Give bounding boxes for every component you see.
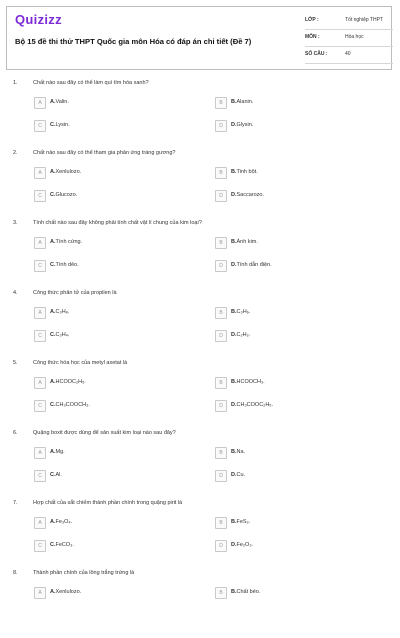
answer-option-d[interactable]	[215, 540, 373, 551]
meta-label: MÔN :	[305, 34, 320, 40]
option-letter-box: D	[215, 190, 227, 202]
question-item	[0, 358, 400, 428]
option-letter-box: B	[215, 237, 227, 249]
option-text	[231, 169, 258, 175]
option-value: Alanin.	[236, 99, 254, 105]
option-text	[50, 309, 70, 315]
answer-option-a[interactable]	[34, 307, 192, 318]
question-item	[0, 78, 400, 148]
option-text	[231, 542, 253, 548]
question-item	[0, 498, 400, 568]
option-value: Tính dẻo.	[55, 262, 79, 268]
answer-option-c[interactable]	[34, 120, 192, 131]
meta-value: 40	[345, 51, 351, 57]
option-key: A.	[50, 99, 56, 105]
answer-option-d[interactable]	[215, 120, 373, 131]
option-value: Mg.	[55, 449, 65, 455]
option-text	[50, 449, 65, 455]
option-value: Tinh bột.	[236, 169, 258, 175]
question-number: 6.	[13, 430, 18, 436]
option-letter-box: C	[34, 260, 46, 272]
option-key: C.	[50, 332, 56, 338]
option-key: A.	[50, 589, 56, 595]
worksheet-header	[6, 6, 392, 70]
option-text	[50, 192, 77, 198]
question-number: 4.	[13, 290, 18, 296]
option-value: Ánh kim.	[236, 239, 258, 245]
option-text	[231, 309, 250, 315]
question-item	[0, 288, 400, 358]
option-key: A.	[50, 379, 56, 385]
answer-option-a[interactable]	[34, 237, 192, 248]
option-text	[50, 122, 70, 128]
option-letter-box: B	[215, 97, 227, 109]
answer-option-b[interactable]	[215, 587, 373, 598]
option-key: A.	[50, 519, 56, 525]
option-text	[231, 449, 245, 455]
option-letter-box: D	[215, 400, 227, 412]
option-text	[231, 99, 253, 105]
answer-option-c[interactable]	[34, 330, 192, 341]
option-value: Tính cứng.	[55, 239, 83, 245]
question-number: 5.	[13, 360, 18, 366]
option-key: C.	[50, 472, 56, 478]
option-value: Fe₃O₄.	[55, 519, 73, 525]
question-text: Công thức phân tử của propilen là	[33, 290, 117, 296]
answer-option-d[interactable]	[215, 260, 373, 271]
option-value: C₃H₈.	[55, 309, 70, 315]
option-key: B.	[231, 449, 237, 455]
meta-row-subject	[305, 32, 393, 47]
answer-option-d[interactable]	[215, 400, 373, 411]
option-value: Xenlulozo.	[55, 589, 82, 595]
option-key: B.	[231, 99, 237, 105]
option-key: D.	[231, 542, 237, 548]
question-text: Hợp chất của sắt chiếm thành phần chính trong quặng pirit là	[33, 500, 183, 506]
option-text	[50, 332, 69, 338]
option-text	[50, 379, 86, 385]
option-letter-box: C	[34, 540, 46, 552]
option-value: Xenlulozo.	[55, 169, 82, 175]
option-letter-box: A	[34, 237, 46, 249]
option-value: Na.	[236, 449, 246, 455]
option-text	[231, 239, 258, 245]
option-value: Valin.	[55, 99, 69, 105]
option-letter-box: A	[34, 167, 46, 179]
answer-option-b[interactable]	[215, 517, 373, 528]
option-text	[50, 589, 81, 595]
question-number: 1.	[13, 80, 18, 86]
option-key: A.	[50, 239, 56, 245]
option-value: FeS₂.	[236, 519, 251, 525]
answer-option-a[interactable]	[34, 97, 192, 108]
question-text: Chất nào sau đây có thể làm quì tím hóa xanh?	[33, 80, 149, 86]
page-title: Bộ 15 đề thi thử THPT Quốc gia môn Hóa có đáp án chi tiết (Đề 7)	[15, 37, 252, 46]
option-text	[231, 332, 250, 338]
option-letter-box: B	[215, 447, 227, 459]
question-text: Thành phần chính của lông trắng trứng là	[33, 570, 135, 576]
option-key: C.	[50, 542, 56, 548]
option-letter-box: B	[215, 307, 227, 319]
option-value: HCOOCH₃.	[236, 379, 265, 385]
option-letter-box: C	[34, 120, 46, 132]
option-value: Cu.	[236, 472, 246, 478]
option-letter-box: C	[34, 470, 46, 482]
option-letter-box: C	[34, 190, 46, 202]
question-text: Công thức hóa học của metyl axetat là	[33, 360, 128, 366]
question-number: 7.	[13, 500, 18, 506]
option-key: B.	[231, 589, 237, 595]
option-key: D.	[231, 192, 237, 198]
question-item	[0, 218, 400, 288]
option-key: A.	[50, 309, 56, 315]
option-key: D.	[231, 262, 237, 268]
answer-option-c[interactable]	[34, 540, 192, 551]
option-text	[50, 402, 90, 408]
answer-option-a[interactable]	[34, 167, 192, 178]
option-text	[231, 589, 260, 595]
option-key: D.	[231, 122, 237, 128]
answer-option-c[interactable]	[34, 260, 192, 271]
option-key: A.	[50, 169, 56, 175]
answer-option-a[interactable]	[34, 377, 192, 388]
option-letter-box: D	[215, 330, 227, 342]
option-key: B.	[231, 519, 237, 525]
option-letter-box: D	[215, 470, 227, 482]
option-key: B.	[231, 239, 237, 245]
answer-option-a[interactable]	[34, 447, 192, 458]
option-value: Tính dẫn điện.	[236, 262, 272, 268]
option-value: C₃H₆.	[236, 309, 251, 315]
option-letter-box: D	[215, 260, 227, 272]
option-key: D.	[231, 472, 237, 478]
option-letter-box: A	[34, 517, 46, 529]
meta-label: LỚP :	[305, 17, 319, 23]
option-text	[50, 239, 82, 245]
question-item	[0, 148, 400, 218]
question-number: 3.	[13, 220, 18, 226]
option-key: C.	[50, 192, 56, 198]
option-letter-box: C	[34, 400, 46, 412]
quizizz-logo: Quizizz	[15, 12, 62, 27]
option-value: Glysin.	[236, 122, 254, 128]
answer-option-b[interactable]	[215, 237, 373, 248]
option-value: C₃H₄.	[55, 332, 70, 338]
question-text: Quặng boxit được dùng để sản xuất kim loại nào sau đây?	[33, 430, 176, 436]
option-text	[50, 169, 81, 175]
option-value: FeCO₃.	[55, 542, 74, 548]
option-text	[50, 262, 79, 268]
option-key: D.	[231, 402, 237, 408]
answer-option-c[interactable]	[34, 470, 192, 481]
meta-value: Hóa học	[345, 34, 364, 40]
option-text	[231, 379, 265, 385]
answer-option-b[interactable]	[215, 447, 373, 458]
option-text	[231, 402, 273, 408]
option-letter-box: B	[215, 377, 227, 389]
option-value: Al.	[55, 472, 62, 478]
option-key: D.	[231, 332, 237, 338]
answer-option-b[interactable]	[215, 167, 373, 178]
option-text	[231, 192, 264, 198]
question-number: 2.	[13, 150, 18, 156]
option-letter-box: C	[34, 330, 46, 342]
answer-option-d[interactable]	[215, 190, 373, 201]
option-key: B.	[231, 169, 237, 175]
question-text: Chất nào sau đây có thể tham gia phản ứng tráng gương?	[33, 150, 176, 156]
answer-option-d[interactable]	[215, 470, 373, 481]
option-value: CH₃COOCH₃.	[55, 402, 90, 408]
option-value: CH₃COOC₂H₅.	[236, 402, 274, 408]
question-item	[0, 568, 400, 638]
option-letter-box: A	[34, 307, 46, 319]
option-letter-box: B	[215, 167, 227, 179]
option-text	[231, 519, 250, 525]
meta-info	[305, 15, 393, 64]
answer-option-d[interactable]	[215, 330, 373, 341]
meta-value: Tốt nghiệp THPT	[345, 17, 383, 23]
option-key: C.	[50, 262, 56, 268]
option-text	[50, 472, 62, 478]
option-key: A.	[50, 449, 56, 455]
question-number: 8.	[13, 570, 18, 576]
answer-option-c[interactable]	[34, 190, 192, 201]
option-letter-box: A	[34, 97, 46, 109]
option-key: C.	[50, 402, 56, 408]
answer-option-b[interactable]	[215, 377, 373, 388]
question-list	[0, 78, 400, 638]
option-value: C₂H₂.	[236, 332, 251, 338]
option-letter-box: A	[34, 377, 46, 389]
option-text	[231, 472, 245, 478]
option-letter-box: D	[215, 120, 227, 132]
meta-label: SỐ CÂU :	[305, 51, 328, 57]
option-letter-box: B	[215, 587, 227, 599]
option-key: C.	[50, 122, 56, 128]
option-letter-box: B	[215, 517, 227, 529]
option-text	[231, 262, 272, 268]
answer-option-b[interactable]	[215, 307, 373, 318]
option-text	[50, 542, 74, 548]
option-text	[231, 122, 253, 128]
answer-option-a[interactable]	[34, 517, 192, 528]
option-value: Saccarozo.	[236, 192, 265, 198]
meta-row-class	[305, 15, 393, 30]
option-key: B.	[231, 309, 237, 315]
option-text	[50, 519, 72, 525]
option-letter-box: A	[34, 587, 46, 599]
question-text: Tính chất nào sau đây không phải tính chất vật lí chung của kim loại?	[33, 220, 202, 226]
option-value: Glucozo.	[55, 192, 78, 198]
option-value: HCOOC₂H₅.	[55, 379, 86, 385]
answer-option-c[interactable]	[34, 400, 192, 411]
question-item	[0, 428, 400, 498]
meta-row-count	[305, 49, 393, 64]
option-value: Chất béo.	[236, 589, 261, 595]
answer-option-a[interactable]	[34, 587, 192, 598]
option-letter-box: D	[215, 540, 227, 552]
option-value: Fe₂O₃.	[236, 542, 254, 548]
answer-option-b[interactable]	[215, 97, 373, 108]
option-letter-box: A	[34, 447, 46, 459]
option-value: Lysin.	[55, 122, 70, 128]
option-key: B.	[231, 379, 237, 385]
option-text	[50, 99, 69, 105]
